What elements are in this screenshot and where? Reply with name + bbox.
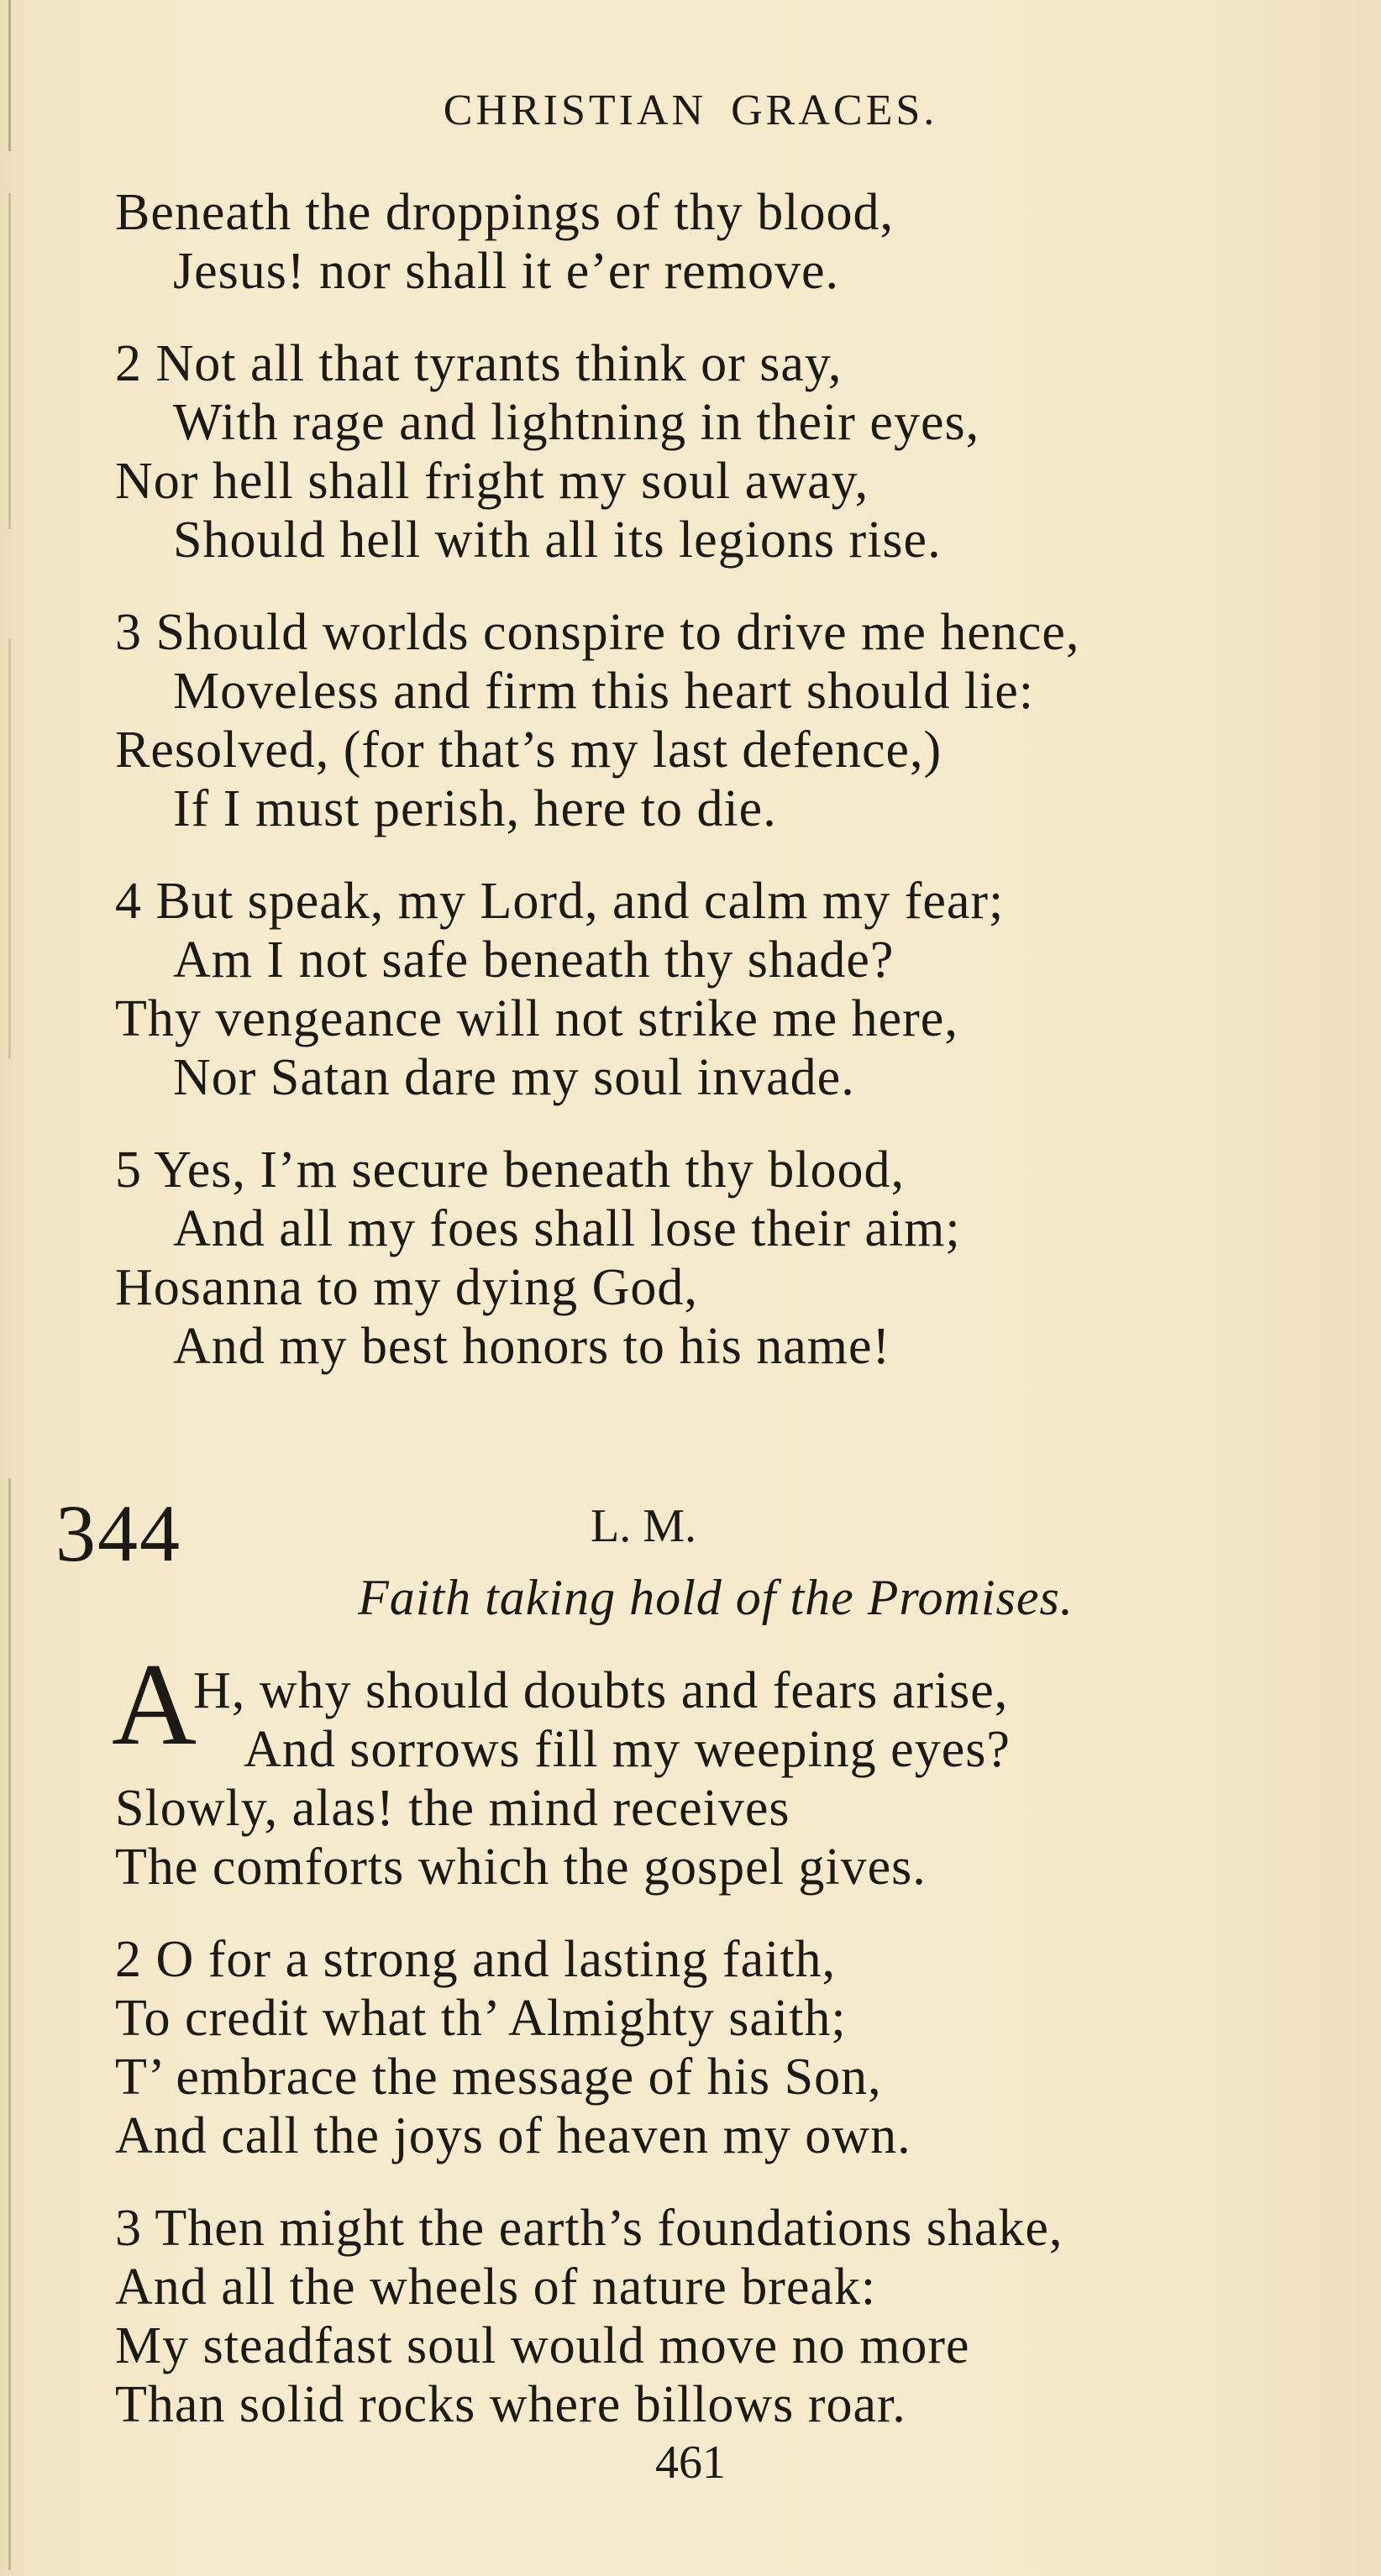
verse-line: Am I not safe beneath thy shade? xyxy=(173,931,895,989)
verse-line: 5 Yes, I’m secure beneath thy blood, xyxy=(115,1141,905,1199)
gutter-line xyxy=(8,193,11,529)
verse-line: Moveless and firm this heart should lie: xyxy=(173,663,1034,720)
verse-line: Nor Satan dare my soul invade. xyxy=(173,1049,855,1106)
running-head: CHRISTIAN GRACES. xyxy=(443,87,938,134)
verse-line: And sorrows fill my weeping eyes? xyxy=(244,1721,1011,1778)
verse-line: 2 O for a strong and lasting faith, xyxy=(115,1931,837,1988)
verse-line: 4 But speak, my Lord, and calm my fear; xyxy=(115,873,1005,930)
verse-line: If I must perish, here to die. xyxy=(173,780,777,837)
verse-line: Thy vengeance will not strike me here, xyxy=(115,990,958,1047)
verse-line: Jesus! nor shall it e’er remove. xyxy=(173,243,839,300)
verse-line: To credit what th’ Almighty saith; xyxy=(115,1990,847,2047)
verse-line: 2 Not all that tyrants think or say, xyxy=(115,335,843,392)
verse-line: H, why should doubts and fears arise, xyxy=(193,1662,1009,1719)
verse-line: 3 Then might the earth’s foundations shake, xyxy=(115,2200,1063,2257)
verse-line: And all the wheels of nature break: xyxy=(115,2259,877,2316)
verse-line: Than solid rocks where billows roar. xyxy=(115,2376,906,2433)
verse-line: T’ embrace the message of his Son, xyxy=(115,2049,882,2106)
verse-line: My steadfast soul would move no more xyxy=(115,2317,970,2374)
verse-line: And call the joys of heaven my own. xyxy=(115,2107,911,2164)
drop-cap: A xyxy=(112,1640,197,1770)
verse-line: Should hell with all its legions rise. xyxy=(173,512,942,569)
verse-line: Nor hell shall fright my soul away, xyxy=(115,453,869,510)
verse-line: And my best honors to his name! xyxy=(173,1318,891,1375)
hymn-meter: L. M. xyxy=(591,1500,696,1552)
verse-line: And all my foes shall lose their aim; xyxy=(173,1200,961,1257)
verse-line: The comforts which the gospel gives. xyxy=(115,1839,927,1896)
verse-line: 3 Should worlds conspire to drive me hence, xyxy=(115,604,1080,661)
hymn-number: 344 xyxy=(55,1488,181,1578)
verse-line: Resolved, (for that’s my last defence,) xyxy=(115,721,943,779)
gutter-line xyxy=(8,638,11,1058)
verse-line: With rage and lightning in their eyes, xyxy=(173,394,980,451)
hymn-title: Faith taking hold of the Promises. xyxy=(358,1570,1074,1625)
page-number: 461 xyxy=(655,2437,726,2489)
verse-line: Hosanna to my dying God, xyxy=(115,1259,698,1316)
verse-line: Slowly, alas! the mind receives xyxy=(115,1780,790,1837)
gutter-line xyxy=(8,1478,11,2570)
verse-line: Beneath the droppings of thy blood, xyxy=(115,184,894,241)
